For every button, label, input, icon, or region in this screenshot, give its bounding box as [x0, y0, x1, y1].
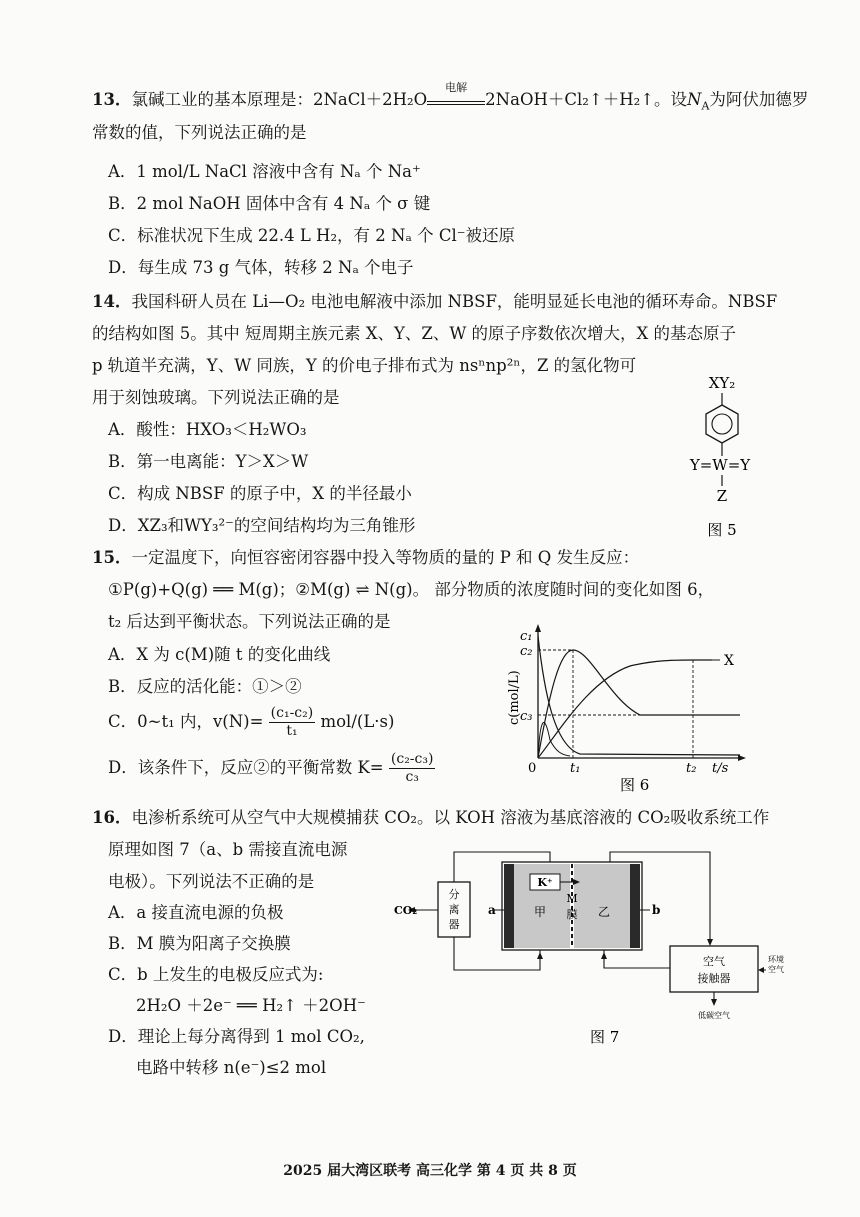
fig5-top-label: XY₂	[708, 374, 736, 392]
x-tick-t2: t₂	[686, 761, 697, 776]
electrode-b	[630, 864, 640, 948]
series-x-label: X	[724, 653, 734, 669]
electrode-a-label: a	[488, 903, 496, 917]
q15-stem-line3: t₂ 后达到平衡状态。下列说法正确的是	[108, 612, 391, 631]
q13-stem-line1: 13．氯碱工业的基本原理是：2NaCl＋2H₂O 电解 2NaOH＋Cl₂↑＋H₂↑。设$N_A$为阿伏加德罗	[92, 88, 808, 118]
q14-stem-line2: 的结构如图 5。其中 短周期主族元素 X、Y、Z、W 的原子序数依次增大，X 的基态原子	[92, 324, 737, 343]
q15-option-d: D．该条件下，反应②的平衡常数 K= $\frac{\text{(c₂-c₃)}}{\text{c₃}}$	[108, 751, 434, 785]
page-footer: 2025 届大湾区联考 高三化学 第 4 页 共 8 页	[283, 1163, 577, 1179]
y-tick-c3: c₃	[520, 709, 533, 724]
q16-option-d-line2: 电路中转移 n(e⁻)≤2 mol	[136, 1058, 327, 1077]
q13-option-d: D．每生成 73 g 气体，转移 2 Nₐ 个电子	[108, 258, 414, 277]
q16-stem-line2: 原理如图 7（a、b 需接直流电源	[108, 840, 348, 859]
chamber-jia-label: 甲	[533, 905, 547, 919]
q14-stem-line1: 14．我国科研人员在 Li—O₂ 电池电解液中添加 NBSF，能明显延长电池的循环寿命。NBSF	[92, 292, 778, 311]
fig5-benzene-ring	[706, 405, 738, 443]
y-axis-label: c(mol/L)	[507, 670, 522, 725]
q13-stem-line2: 常数的值，下列说法正确的是	[92, 123, 307, 142]
q16-stem-line1: 16．电渗析系统可从空气中大规模捕获 CO₂。以 KOH 溶液为基底溶液的 CO₂吸收系统工作	[92, 808, 770, 827]
q14-option-d: D．XZ₃和WY₃²⁻的空间结构均为三角锥形	[108, 516, 416, 535]
q15-option-b: B．反应的活化能：①＞②	[108, 677, 302, 696]
svg-text:空气: 空气	[768, 965, 784, 974]
x-tick-t1: t₁	[570, 761, 581, 776]
curve-decreasing-reactant	[538, 636, 740, 755]
q16-stem-line3: 电极）。下列说法不正确的是	[108, 872, 315, 891]
q16-option-a: A．a 接直流电源的负极	[108, 903, 284, 922]
q16-number: 16．	[92, 808, 132, 827]
y-tick-c1: c₁	[520, 629, 533, 644]
q15-option-a: A．X 为 c(M)随 t 的变化曲线	[108, 645, 331, 664]
x-axis-label: t/s	[712, 761, 729, 776]
q13-number: 13．	[92, 90, 132, 109]
q16-option-b: B．M 膜为阳离子交换膜	[108, 934, 291, 953]
q13-option-b: B．2 mol NaOH 固体中含有 4 Nₐ 个 σ 键	[108, 194, 431, 213]
q14-option-a: A．酸性：HXO₃＜H₂WO₃	[108, 420, 307, 439]
svg-text:环境: 环境	[768, 955, 784, 964]
curve-x	[538, 660, 712, 758]
co2-label: CO₂	[394, 904, 418, 917]
svg-text:器: 器	[448, 918, 460, 931]
q13-option-a: A．1 mol/L NaCl 溶液中含有 Nₐ 个 Na⁺	[108, 162, 421, 181]
svg-text:空气: 空气	[703, 955, 725, 968]
electrode-b-label: b	[652, 903, 661, 917]
air-contactor-box	[670, 946, 758, 992]
electrode-a	[504, 864, 514, 948]
q14-stem-line4: 用于刻蚀玻璃。下列说法正确的是	[92, 388, 340, 407]
q15-stem-line1: 15．一定温度下，向恒容密闭容器中投入等物质的量的 P 和 Q 发生反应：	[92, 548, 640, 567]
fig5-middle-label: Y=W=Y	[689, 456, 751, 474]
svg-text:接触器: 接触器	[697, 972, 731, 985]
svg-text:离: 离	[448, 903, 460, 916]
figure-6-chart	[490, 620, 760, 795]
membrane-label-mo: 膜	[566, 908, 578, 921]
x-tick-0: 0	[528, 761, 537, 776]
q15-stem-line2: ①P(g)+Q(g) ══ M(g)；②M(g) ⇌ N(g)。 部分物质的浓度随时间的变化如图 6，	[108, 580, 715, 599]
curve-intermediate	[538, 650, 740, 758]
fig6-caption: 图 6	[620, 776, 650, 794]
membrane-label-m: M	[566, 892, 578, 905]
q15-number: 15．	[92, 548, 132, 567]
fig5-bottom-label: Z	[716, 487, 728, 505]
k-ion-label: K⁺	[537, 876, 553, 889]
fig5-caption: 图 5	[707, 521, 737, 539]
q14-stem-line3: p 轨道半充满，Y、W 同族，Y 的价电子排布式为 nsⁿnp²ⁿ，Z 的氢化物可	[92, 356, 637, 375]
chamber-yi-label: 乙	[597, 905, 611, 919]
q16-option-c-line1: C．b 上发生的电极反应式为:	[108, 965, 324, 984]
q13-eq-condition: 电解	[445, 81, 468, 94]
figure-7-diagram	[390, 840, 790, 1055]
q15-option-c: C．0~t₁ 内，v(N)= $\frac{\text{(c₁-c₂)}}{\text{t₁}}$ mol/(L·s)	[108, 705, 395, 739]
y-tick-c2: c₂	[520, 644, 533, 659]
q14-number: 14．	[92, 292, 132, 311]
svg-text:分: 分	[448, 888, 460, 901]
q13-option-c: C．标准状况下生成 22.4 L H₂，有 2 Nₐ 个 Cl⁻被还原	[108, 226, 515, 245]
q16-option-d-line1: D．理论上每分离得到 1 mol CO₂,	[108, 1027, 365, 1046]
q16-option-c-line2: 2H₂O ＋2e⁻ ══ H₂↑ ＋2OH⁻	[136, 996, 366, 1015]
fig7-caption: 图 7	[590, 1028, 620, 1046]
low-carbon-air-label: 低碳空气	[698, 1011, 730, 1020]
figure-5-structure	[660, 360, 790, 540]
q14-option-b: B．第一电离能：Y＞X＞W	[108, 452, 309, 471]
q14-option-c: C．构成 NBSF 的原子中，X 的半径最小	[108, 484, 412, 503]
